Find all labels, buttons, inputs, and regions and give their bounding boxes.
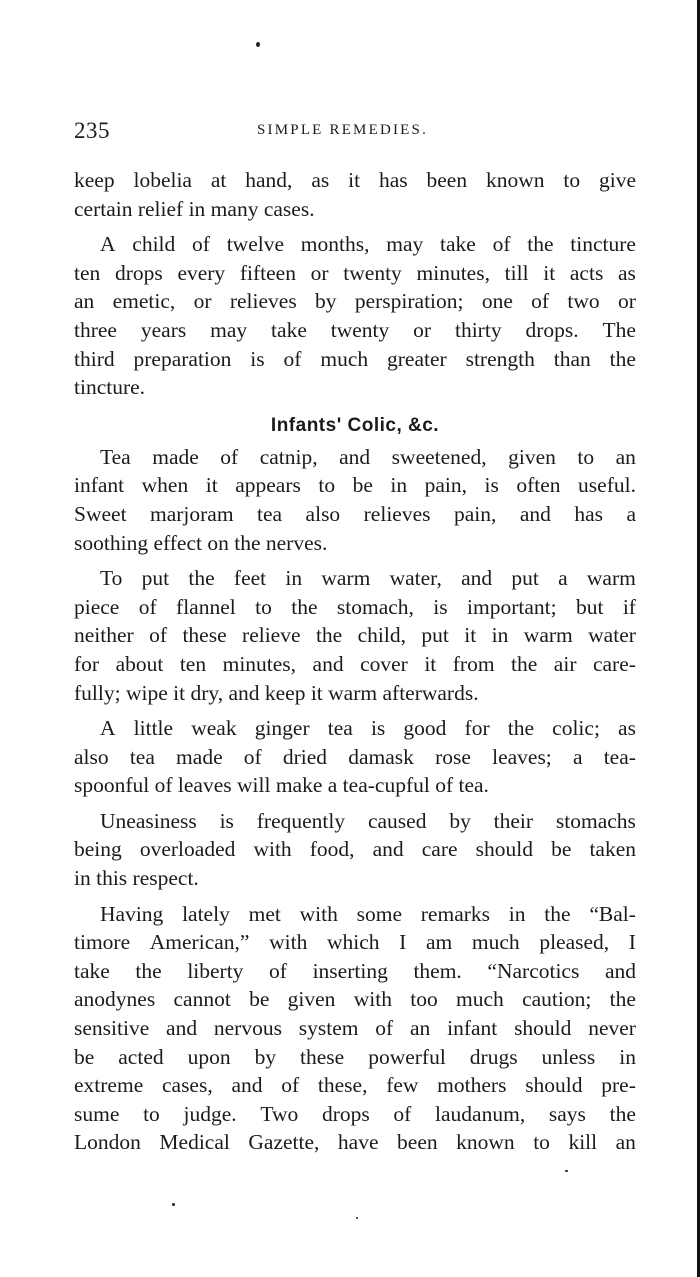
text-line: sume to judge. Two drops of laudanum, says the <box>74 1101 636 1126</box>
text-line: ten drops every fifteen or twenty minutes, till it acts as <box>74 260 636 285</box>
ink-speck <box>356 1217 358 1219</box>
text-line: anodynes cannot be given with too much caution; the <box>74 987 636 1012</box>
text-line: London Medical Gazette, have been known to kill an <box>74 1130 636 1155</box>
running-head: SIMPLE REMEDIES. <box>257 122 429 138</box>
text-line: also tea made of dried damask rose leaves; a tea- <box>74 744 636 769</box>
paragraph <box>74 443 636 557</box>
text-line: timore American,” with which I am much pleased, I <box>74 930 636 955</box>
text-line: being overloaded with food, and care should be taken <box>74 837 636 862</box>
paragraph <box>74 900 636 1157</box>
paragraph <box>74 564 636 707</box>
text-line: Uneasiness is frequently caused by their stomachs <box>100 808 636 833</box>
text-line: sensitive and nervous system of an infant should never <box>74 1016 636 1041</box>
text-line: soothing effect on the nerves. <box>74 530 328 555</box>
text-line: certain relief in many cases. <box>74 196 315 221</box>
paragraph <box>74 230 636 402</box>
ink-speck <box>172 1203 175 1206</box>
text-line: fully; wipe it dry, and keep it warm afterwards. <box>74 680 479 705</box>
text-line: piece of flannel to the stomach, is important; but if <box>74 594 636 619</box>
text-line: three years may take twenty or thirty drops. The <box>74 317 636 342</box>
text-line: keep lobelia at hand, as it has been known to give <box>74 168 636 192</box>
text-line: extreme cases, and of these, few mothers should pre- <box>74 1073 636 1098</box>
text-line: A little weak ginger tea is good for the colic; as <box>100 716 636 741</box>
text-line: tincture. <box>74 375 146 400</box>
text-line: neither of these relieve the child, put it in warm water <box>74 623 636 648</box>
text-line: infant when it appears to be in pain, is often useful. <box>74 473 636 498</box>
ink-speck <box>256 42 260 47</box>
text-line: Tea made of catnip, and sweetened, given to an <box>100 444 636 469</box>
text-line: take the liberty of inserting them. “Narcotics and <box>74 958 636 983</box>
paragraph <box>74 166 636 223</box>
ink-speck <box>565 1170 568 1172</box>
text-line: To put the feet in warm water, and put a warm <box>100 566 636 591</box>
text-line: for about ten minutes, and cover it from the air care- <box>74 651 636 676</box>
text-line: be acted upon by these powerful drugs unless in <box>74 1044 636 1069</box>
page-header <box>74 118 634 148</box>
text-line: Having lately met with some remarks in the “Bal- <box>100 901 636 926</box>
text-line: spoonful of leaves will make a tea-cupful of tea. <box>74 773 489 798</box>
text-line: A child of twelve months, may take of the tincture <box>100 232 636 257</box>
text-line: in this respect. <box>74 866 199 891</box>
text-line: third preparation is of much greater strength than the <box>74 346 636 371</box>
paragraph <box>74 807 636 893</box>
text-line: an emetic, or relieves by perspiration; one of two or <box>74 289 636 314</box>
section-heading: Infants' Colic, &c. <box>270 414 440 436</box>
text-line: Sweet marjoram tea also relieves pain, and has a <box>74 501 636 526</box>
page-number: 235 <box>74 118 110 143</box>
paragraph <box>74 714 636 800</box>
body-text <box>74 166 636 1164</box>
